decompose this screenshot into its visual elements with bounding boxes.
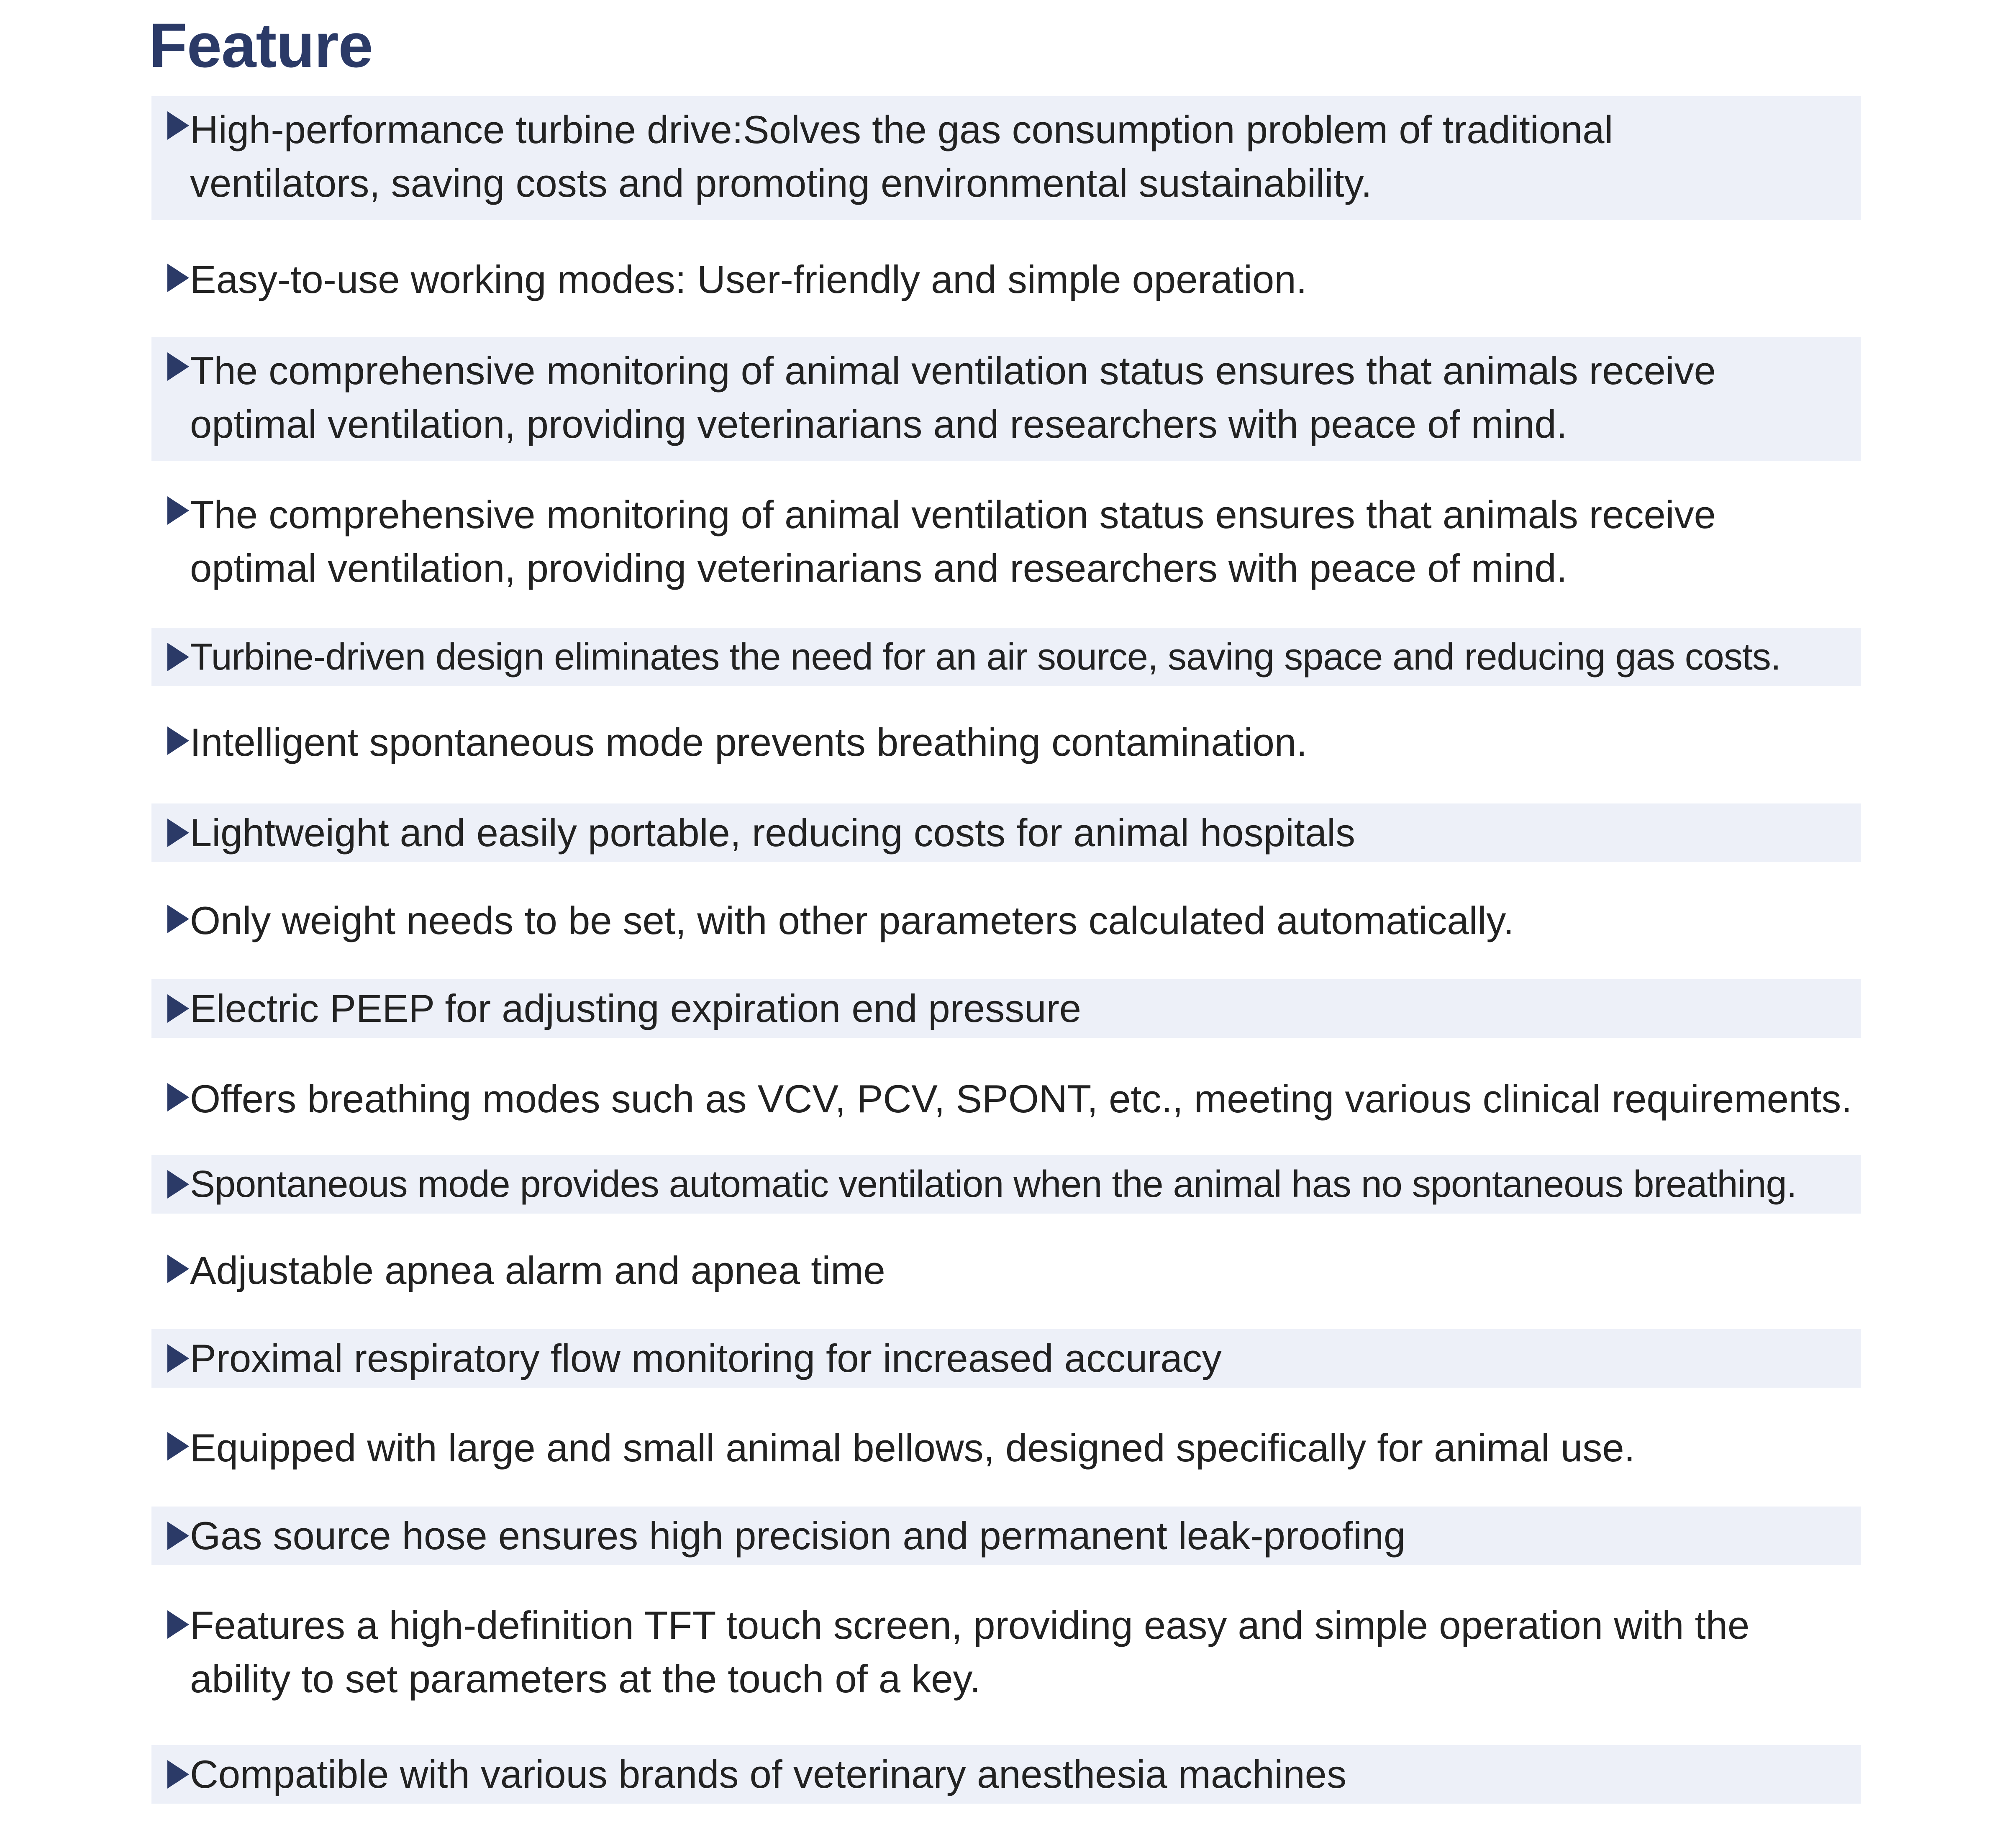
bullet-arrow-icon — [167, 1760, 189, 1789]
feature-text — [190, 1332, 1844, 1385]
feature-line: Intelligent spontaneous mode prevents breathing contamination. — [190, 720, 1308, 764]
feature-item — [151, 1070, 1861, 1128]
feature-text — [190, 982, 1844, 1035]
feature-text — [190, 253, 1844, 306]
feature-line: Proximal respiratory flow monitoring for increased accuracy — [190, 1336, 1222, 1380]
feature-text — [190, 894, 1844, 947]
feature-line: The comprehensive monitoring of animal ventilation status ensures that animals receive — [190, 493, 1716, 536]
feature-text — [190, 1599, 1844, 1706]
bullet-arrow-icon — [167, 1170, 189, 1199]
feature-item — [151, 1419, 1861, 1477]
feature-line: Gas source hose ensures high precision and permanent leak-proofing — [190, 1514, 1406, 1558]
feature-line: Easy-to-use working modes: User-friendly and simple operation. — [190, 257, 1307, 301]
feature-line: Adjustable apnea alarm and apnea time — [190, 1248, 885, 1292]
page-title: Feature — [149, 10, 373, 80]
feature-line: optimal ventilation, providing veterinarians and researchers with peace of mind. — [190, 402, 1567, 446]
feature-item — [151, 1241, 1861, 1300]
feature-item — [151, 1596, 1861, 1720]
feature-item — [151, 96, 1861, 220]
bullet-arrow-icon — [167, 819, 189, 847]
feature-item — [151, 1155, 1861, 1214]
feature-line: Spontaneous mode provides automatic ventilation when the animal has no spontaneous breathing. — [190, 1163, 1797, 1205]
feature-line: optimal ventilation, providing veterinarians and researchers with peace of mind. — [190, 546, 1567, 590]
feature-item — [151, 628, 1861, 686]
feature-text — [190, 103, 1844, 210]
feature-line: Features a high-definition TFT touch screen, providing easy and simple operation with the — [190, 1603, 1750, 1647]
bullet-arrow-icon — [167, 1255, 189, 1283]
feature-line: High-performance turbine drive:Solves the gas consumption problem of traditional — [190, 108, 1613, 151]
feature-item — [151, 337, 1861, 461]
bullet-arrow-icon — [167, 1610, 189, 1639]
feature-item — [151, 891, 1861, 950]
feature-line: Offers breathing modes such as VCV, PCV, SPONT, etc., meeting various clinical requirements. — [190, 1077, 1852, 1121]
feature-text — [190, 716, 1844, 769]
bullet-arrow-icon — [167, 905, 189, 933]
feature-item — [151, 481, 1861, 605]
bullet-arrow-icon — [167, 1344, 189, 1373]
feature-text — [190, 1421, 1844, 1475]
bullet-arrow-icon — [167, 264, 189, 292]
feature-line: The comprehensive monitoring of animal ventilation status ensures that animals receive — [190, 349, 1716, 393]
bullet-arrow-icon — [167, 643, 189, 671]
feature-line: Equipped with large and small animal bellows, designed specifically for animal use. — [190, 1426, 1635, 1470]
feature-text — [190, 1748, 1844, 1801]
bullet-arrow-icon — [167, 111, 189, 140]
feature-item — [151, 979, 1861, 1038]
feature-item — [151, 250, 1861, 309]
feature-text — [190, 344, 1844, 451]
feature-line: Turbine-driven design eliminates the need for an air source, saving space and reducing gas costs. — [190, 636, 1781, 678]
feature-item — [151, 803, 1861, 862]
feature-line: ability to set parameters at the touch of a key. — [190, 1657, 981, 1701]
feature-line: Electric PEEP for adjusting expiration end pressure — [190, 986, 1082, 1030]
feature-item — [151, 1745, 1861, 1804]
feature-line: ventilators, saving costs and promoting environmental sustainability. — [190, 161, 1372, 205]
feature-text — [190, 1158, 1844, 1211]
feature-line: Only weight needs to be set, with other parameters calculated automatically. — [190, 898, 1514, 942]
bullet-arrow-icon — [167, 352, 189, 381]
bullet-arrow-icon — [167, 1083, 189, 1111]
feature-text — [190, 1244, 1844, 1297]
bullet-arrow-icon — [167, 1522, 189, 1550]
bullet-arrow-icon — [167, 994, 189, 1023]
feature-item — [151, 1507, 1861, 1565]
bullet-arrow-icon — [167, 1432, 189, 1460]
bullet-arrow-icon — [167, 726, 189, 755]
feature-text — [190, 630, 1844, 684]
feature-text — [190, 1072, 1852, 1126]
feature-text — [190, 806, 1844, 860]
feature-item — [151, 1329, 1861, 1388]
bullet-arrow-icon — [167, 496, 189, 525]
feature-text — [190, 488, 1844, 595]
feature-line: Lightweight and easily portable, reducing costs for animal hospitals — [190, 811, 1356, 855]
feature-item — [151, 714, 1861, 773]
feature-line: Compatible with various brands of veterinary anesthesia machines — [190, 1752, 1346, 1796]
feature-text — [190, 1509, 1844, 1563]
